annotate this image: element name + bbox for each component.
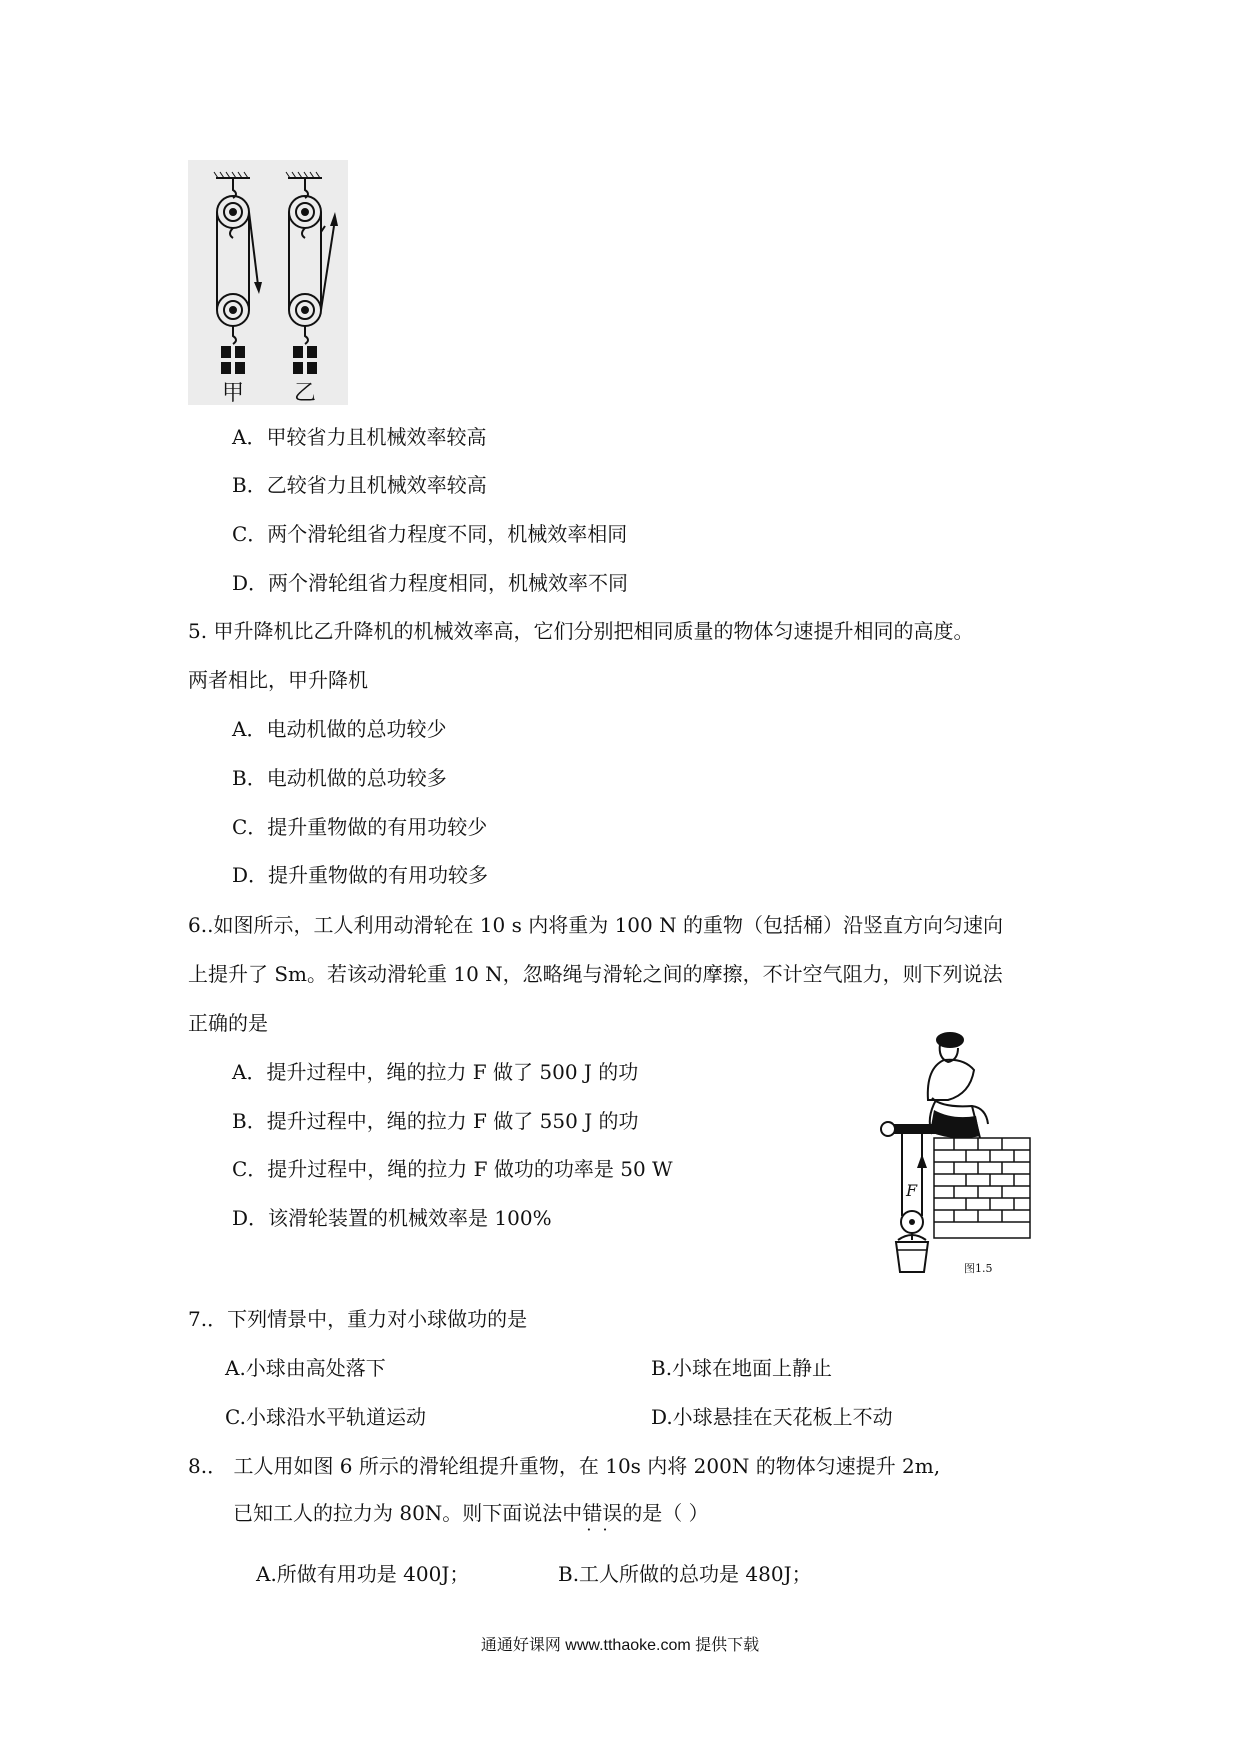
figure-label-yi: 乙 bbox=[293, 381, 317, 405]
q6-option-c: C．提升过程中，绳的拉力 F 做功的功率是 50 W bbox=[232, 1157, 673, 1181]
q5-option-a: A．电动机做的总功较少 bbox=[232, 717, 447, 741]
q6-option-d: D．该滑轮装置的机械效率是 100% bbox=[232, 1206, 552, 1230]
q8-option-a: A.所做有用功是 400J； bbox=[256, 1562, 470, 1586]
q8-stem-line2 bbox=[233, 1500, 709, 1526]
q5-stem-line1: 5. 甲升降机比乙升降机的机械效率高，它们分别把相同质量的物体匀速提升相同的高度。 bbox=[188, 619, 974, 643]
q5-stem-line2: 两者相比，甲升降机 bbox=[188, 668, 368, 692]
q5-option-c: C．提升重物做的有用功较少 bbox=[232, 815, 488, 839]
q7-option-c: C.小球沿水平轨道运动 bbox=[225, 1405, 426, 1429]
q8-stem-line1: 8.． 工人用如图 6 所示的滑轮组提升重物，在 10s 内将 200N 的物体匀速提升 2m, bbox=[188, 1454, 941, 1478]
q8-stem-line2-post: 的是（ ） bbox=[622, 1501, 709, 1525]
figure-caption: 图1.5 bbox=[964, 1262, 993, 1275]
q6-stem-line1: 6..如图所示，工人利用动滑轮在 10 s 内将重为 100 N 的重物（包括桶）沿竖直方向匀速向 bbox=[188, 913, 1003, 937]
q6-stem-line2: 上提升了 Sm。若该动滑轮重 10 N，忽略绳与滑轮之间的摩擦，不计空气阻力，则下列说法 bbox=[188, 962, 1003, 986]
q4-option-b: B．乙较省力且机械效率较高 bbox=[232, 473, 487, 497]
q6-option-a: A．提升过程中，绳的拉力 F 做了 500 J 的功 bbox=[232, 1060, 639, 1084]
q7-option-b: B.小球在地面上静止 bbox=[651, 1356, 833, 1380]
page-footer: 通通好课网 www.tthaoke.com 提供下载 bbox=[480, 1637, 760, 1654]
q7-option-a: A.小球由高处落下 bbox=[225, 1356, 386, 1380]
q8-option-b: B.工人所做的总功是 480J； bbox=[558, 1562, 812, 1586]
q4-option-c: C．两个滑轮组省力程度不同，机械效率相同 bbox=[232, 522, 628, 546]
q6-option-b: B．提升过程中，绳的拉力 F 做了 550 J 的功 bbox=[232, 1109, 639, 1133]
q8-emphasis-word: 错误 · · bbox=[582, 1501, 622, 1525]
pulley-systems-figure bbox=[188, 160, 348, 405]
q6-stem-line3: 正确的是 bbox=[188, 1011, 268, 1035]
q4-option-d: D．两个滑轮组省力程度相同，机械效率不同 bbox=[232, 571, 629, 595]
q4-option-a: A．甲较省力且机械效率较高 bbox=[232, 425, 487, 449]
q8-stem-line2-pre: 已知工人的拉力为 80N。则下面说法中 bbox=[233, 1501, 583, 1525]
figure-label-jia: 甲 bbox=[221, 381, 245, 405]
q7-option-d: D.小球悬挂在天花板上不动 bbox=[651, 1405, 893, 1429]
worker-pulley-figure bbox=[876, 1026, 1036, 1278]
force-label: F bbox=[906, 1181, 918, 1200]
q5-option-d: D．提升重物做的有用功较多 bbox=[232, 863, 489, 887]
q7-stem: 7.．下列情景中，重力对小球做功的是 bbox=[188, 1307, 528, 1331]
q5-option-b: B．电动机做的总功较多 bbox=[232, 766, 447, 790]
